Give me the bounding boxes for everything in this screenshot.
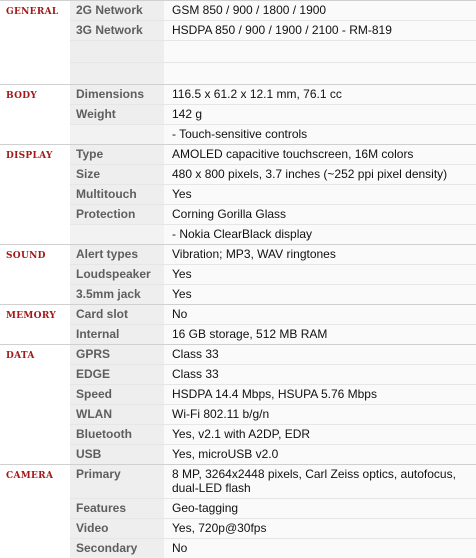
spec-value: Yes, v2.1 with A2DP, EDR xyxy=(164,425,476,445)
spec-value: 142 g xyxy=(164,105,476,125)
spec-row xyxy=(0,405,476,425)
spec-label[interactable]: USB xyxy=(70,445,164,465)
spec-row xyxy=(0,519,476,539)
spec-label[interactable]: Weight xyxy=(70,105,164,125)
spec-row xyxy=(0,41,476,63)
spec-row xyxy=(0,325,476,345)
spec-row xyxy=(0,85,476,105)
spec-value: 480 x 800 pixels, 3.7 inches (~252 ppi pixel density) xyxy=(164,165,476,185)
section-title-display[interactable]: DISPLAY xyxy=(0,145,70,245)
spec-label[interactable]: Bluetooth xyxy=(70,425,164,445)
spec-label[interactable]: Protection xyxy=(70,205,164,225)
spec-row xyxy=(0,165,476,185)
spec-value: GSM 850 / 900 / 1800 / 1900 xyxy=(164,1,476,21)
spec-value: AMOLED capacitive touchscreen, 16M colors xyxy=(164,145,476,165)
spec-label[interactable]: Internal xyxy=(70,325,164,345)
section-title-general[interactable]: GENERAL xyxy=(0,1,70,85)
spec-row xyxy=(0,365,476,385)
spec-label[interactable]: 2G Network xyxy=(70,1,164,21)
spec-label[interactable]: Dimensions xyxy=(70,85,164,105)
spec-label[interactable]: Loudspeaker xyxy=(70,265,164,285)
spec-row xyxy=(0,21,476,41)
spec-row xyxy=(0,285,476,305)
spec-value: No xyxy=(164,305,476,325)
spec-value: Yes xyxy=(164,285,476,305)
spec-value: Yes, 720p@30fps xyxy=(164,519,476,539)
spec-label[interactable]: Alert types xyxy=(70,245,164,265)
spec-value: Vibration; MP3, WAV ringtones xyxy=(164,245,476,265)
spec-label[interactable]: GPRS xyxy=(70,345,164,365)
specs-body xyxy=(0,1,476,558)
spec-label[interactable] xyxy=(70,41,164,63)
section-title-memory[interactable]: MEMORY xyxy=(0,305,70,345)
spec-label[interactable]: EDGE xyxy=(70,365,164,385)
spec-value: 16 GB storage, 512 MB RAM xyxy=(164,325,476,345)
spec-row xyxy=(0,499,476,519)
spec-label[interactable]: Multitouch xyxy=(70,185,164,205)
spec-label[interactable]: WLAN xyxy=(70,405,164,425)
spec-value: Geo-tagging xyxy=(164,499,476,519)
spec-row xyxy=(0,63,476,85)
spec-label[interactable]: Secondary xyxy=(70,539,164,558)
spec-row xyxy=(0,205,476,225)
spec-label[interactable]: Features xyxy=(70,499,164,519)
spec-value: Yes xyxy=(164,265,476,285)
spec-row xyxy=(0,225,476,245)
spec-row xyxy=(0,185,476,205)
spec-value: Class 33 xyxy=(164,365,476,385)
spec-value: 116.5 x 61.2 x 12.1 mm, 76.1 cc xyxy=(164,85,476,105)
spec-label[interactable]: Type xyxy=(70,145,164,165)
section-title-camera[interactable]: CAMERA xyxy=(0,465,70,558)
section-title-sound[interactable]: SOUND xyxy=(0,245,70,305)
spec-row xyxy=(0,425,476,445)
spec-row xyxy=(0,539,476,558)
spec-row xyxy=(0,1,476,21)
spec-value: No xyxy=(164,539,476,558)
spec-row xyxy=(0,105,476,125)
spec-value: HSDPA 14.4 Mbps, HSUPA 5.76 Mbps xyxy=(164,385,476,405)
spec-label[interactable]: Card slot xyxy=(70,305,164,325)
spec-row xyxy=(0,265,476,285)
spec-label[interactable] xyxy=(70,63,164,85)
spec-row xyxy=(0,245,476,265)
spec-value: HSDPA 850 / 900 / 1900 / 2100 - RM-819 xyxy=(164,21,476,41)
spec-value: - Nokia ClearBlack display xyxy=(164,225,476,245)
spec-label[interactable]: Speed xyxy=(70,385,164,405)
spec-value: Yes, microUSB v2.0 xyxy=(164,445,476,465)
spec-label[interactable]: Video xyxy=(70,519,164,539)
spec-value: Wi-Fi 802.11 b/g/n xyxy=(164,405,476,425)
spec-label[interactable]: Size xyxy=(70,165,164,185)
spec-value xyxy=(164,41,476,63)
spec-value: Corning Gorilla Glass xyxy=(164,205,476,225)
spec-label[interactable] xyxy=(70,125,164,145)
spec-row xyxy=(0,345,476,365)
section-title-data[interactable]: DATA xyxy=(0,345,70,465)
spec-row xyxy=(0,145,476,165)
spec-row xyxy=(0,125,476,145)
spec-label[interactable]: 3.5mm jack xyxy=(70,285,164,305)
spec-row xyxy=(0,385,476,405)
spec-label[interactable]: Primary xyxy=(70,465,164,499)
spec-row xyxy=(0,445,476,465)
section-title-body[interactable]: BODY xyxy=(0,85,70,145)
spec-row xyxy=(0,465,476,499)
spec-value: Class 33 xyxy=(164,345,476,365)
spec-value: - Touch-sensitive controls xyxy=(164,125,476,145)
spec-row xyxy=(0,305,476,325)
spec-value: Yes xyxy=(164,185,476,205)
spec-value: 8 MP, 3264x2448 pixels, Carl Zeiss optics, autofocus, dual-LED flash xyxy=(164,465,476,499)
spec-label[interactable]: 3G Network xyxy=(70,21,164,41)
spec-label[interactable] xyxy=(70,225,164,245)
spec-value xyxy=(164,63,476,85)
